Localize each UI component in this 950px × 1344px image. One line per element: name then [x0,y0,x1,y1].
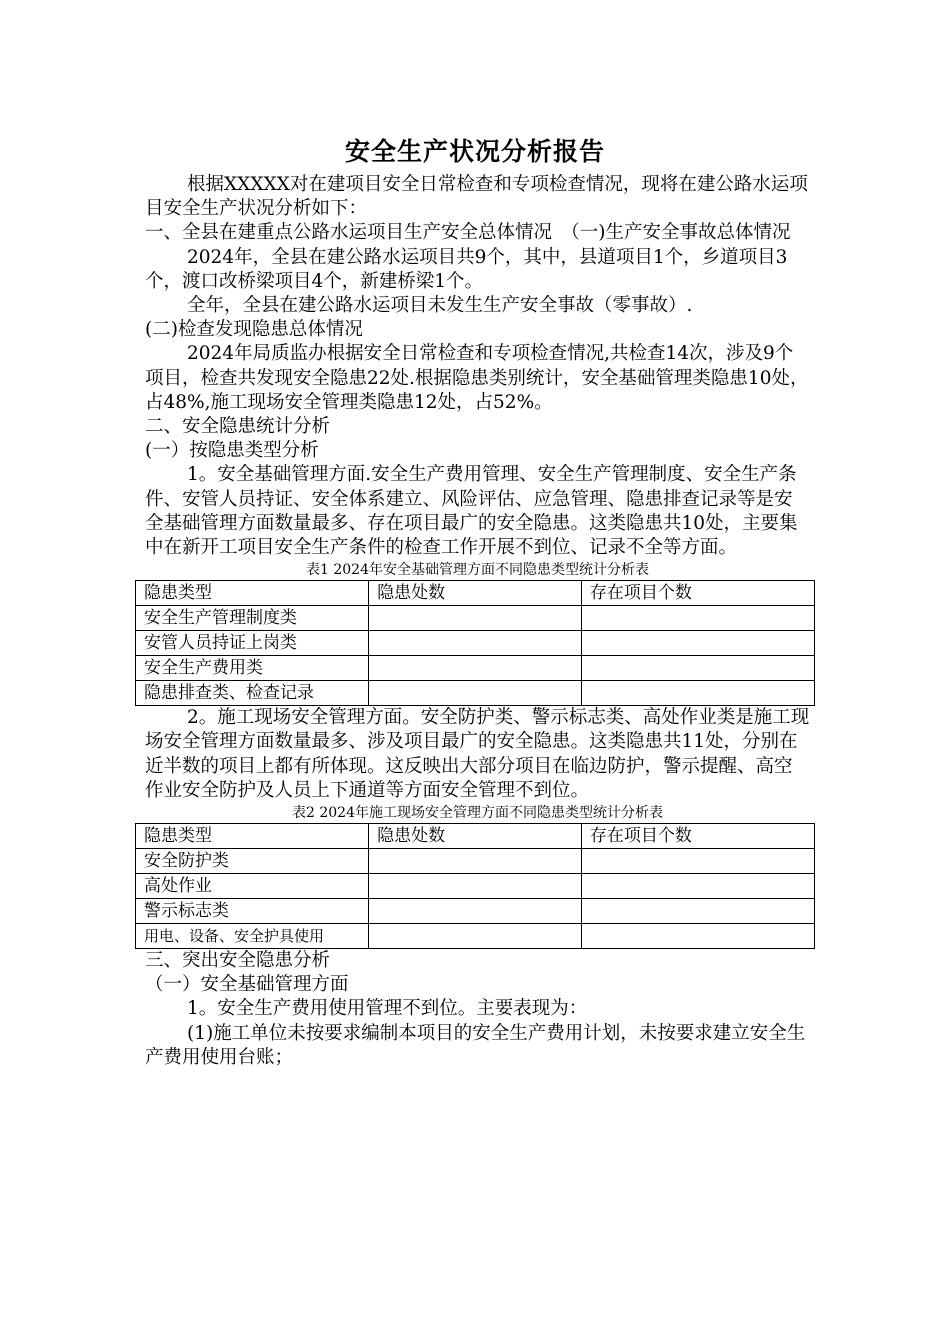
table-cell [369,606,582,631]
table-row [136,606,815,631]
table-row [136,849,815,874]
intro-paragraph: 根据XXXXX对在建项目安全日常检查和专项检查情况，现将在建公路水运项目安全生产状况分析如下： [145,174,808,220]
table-cell [369,924,582,949]
table-header-row [136,824,815,849]
table-cell [369,874,582,899]
table-header-cell: 隐患类型 [136,824,369,849]
inspection-paragraph: 2024年局质监办根据安全日常检查和专项检查情况,共检查14次，涉及9个项目，检查共发现安全隐患22处.根据隐患类别统计，安全基础管理类隐患10处，占48%,施工现场安全管理类隐患12处，占52%。 [145,343,809,413]
table-cell: 隐患排查类、检查记录 [136,681,369,706]
table-cell: 安全防护类 [136,849,369,874]
table-cell [581,631,814,656]
subsection-heading-basic: （一）安全基础管理方面 [145,974,349,996]
table-cell [581,681,814,706]
table-row [136,631,815,656]
table-cell [581,924,814,949]
table-header-cell: 隐患类型 [136,581,369,606]
table-header-row [136,581,815,606]
basic-management-paragraph: 1。安全基础管理方面.安全生产费用管理、安全生产管理制度、安全生产条件、安管人员持证、安全体系建立、风险评估、应急管理、隐患排查记录等是安全基础管理方面数量最多、存在项目最广的安全隐患。这类隐患共10处，主要集中在新开工项目安全生产条件的检查工作开展不到位、记录不全等方面。 [145,464,798,559]
table-cell [369,631,582,656]
table-cell [369,681,582,706]
table-cell [581,874,814,899]
table-cell [369,656,582,681]
table-cell [581,899,814,924]
table-row [136,899,815,924]
section-heading-1: 一、全县在建重点公路水运项目生产安全总体情况 （一)生产安全事故总体情况 [145,222,791,244]
table1-caption: 表1 2024年安全基础管理方面不同隐患类型统计分析表 [306,562,649,579]
table-cell: 安全生产管理制度类 [136,606,369,631]
table2-caption: 表2 2024年施工现场安全管理方面不同隐患类型统计分析表 [292,805,663,822]
table-cell: 安全生产费用类 [136,656,369,681]
subsection-heading-by-type: (一）按隐患类型分析 [145,440,319,462]
zero-accident-paragraph: 全年，全县在建公路水运项目未发生生产安全事故（零事故）. [187,295,693,317]
table-cell [581,656,814,681]
fee-management-heading: 1。安全生产费用使用管理不到位。主要表现为： [187,998,588,1020]
table2 [135,823,815,949]
section-heading-3: 三、突出安全隐患分析 [145,950,331,972]
table-cell: 用电、设备、安全护具使用 [136,924,369,949]
table-row [136,874,815,899]
table-row [136,924,815,949]
table-header-cell: 隐患处数 [369,824,582,849]
table-cell: 安管人员持证上岗类 [136,631,369,656]
fee-plan-paragraph: (1)施工单位未按要求编制本项目的安全生产费用计划，未按要求建立安全生产费用使用台账； [145,1022,806,1068]
table-header-cell: 隐患处数 [369,581,582,606]
table-row [136,681,815,706]
table-cell [581,849,814,874]
table-cell [581,606,814,631]
site-management-paragraph: 2。施工现场安全管理方面。安全防护类、警示标志类、高处作业类是施工现场安全管理方面数量最多、涉及项目最广的安全隐患。这类隐患共11处，分别在近半数的项目上都有所体现。这反映出大部分项目在临边防护，警示提醒、高空作业安全防护及人员上下通道等方面安全管理不到位。 [145,707,810,801]
table-header-cell: 存在项目个数 [581,824,814,849]
table-header-cell: 存在项目个数 [581,581,814,606]
table1 [135,580,815,706]
table-cell [369,849,582,874]
table-row [136,656,815,681]
project-count-paragraph: 2024年，全县在建公路水运项目共9个，其中，县道项目1个，乡道项目3个，渡口改桥梁项目4个，新建桥梁1个。 [145,246,788,292]
table-cell: 警示标志类 [136,899,369,924]
table-cell [369,899,582,924]
subsection-heading-hazards: (二)检查发现隐患总体情况 [145,319,363,341]
table-cell: 高处作业 [136,874,369,899]
document-title: 安全生产状况分析报告 [344,137,605,166]
document-body [145,173,810,1070]
section-heading-2: 二、安全隐患统计分析 [145,416,331,438]
